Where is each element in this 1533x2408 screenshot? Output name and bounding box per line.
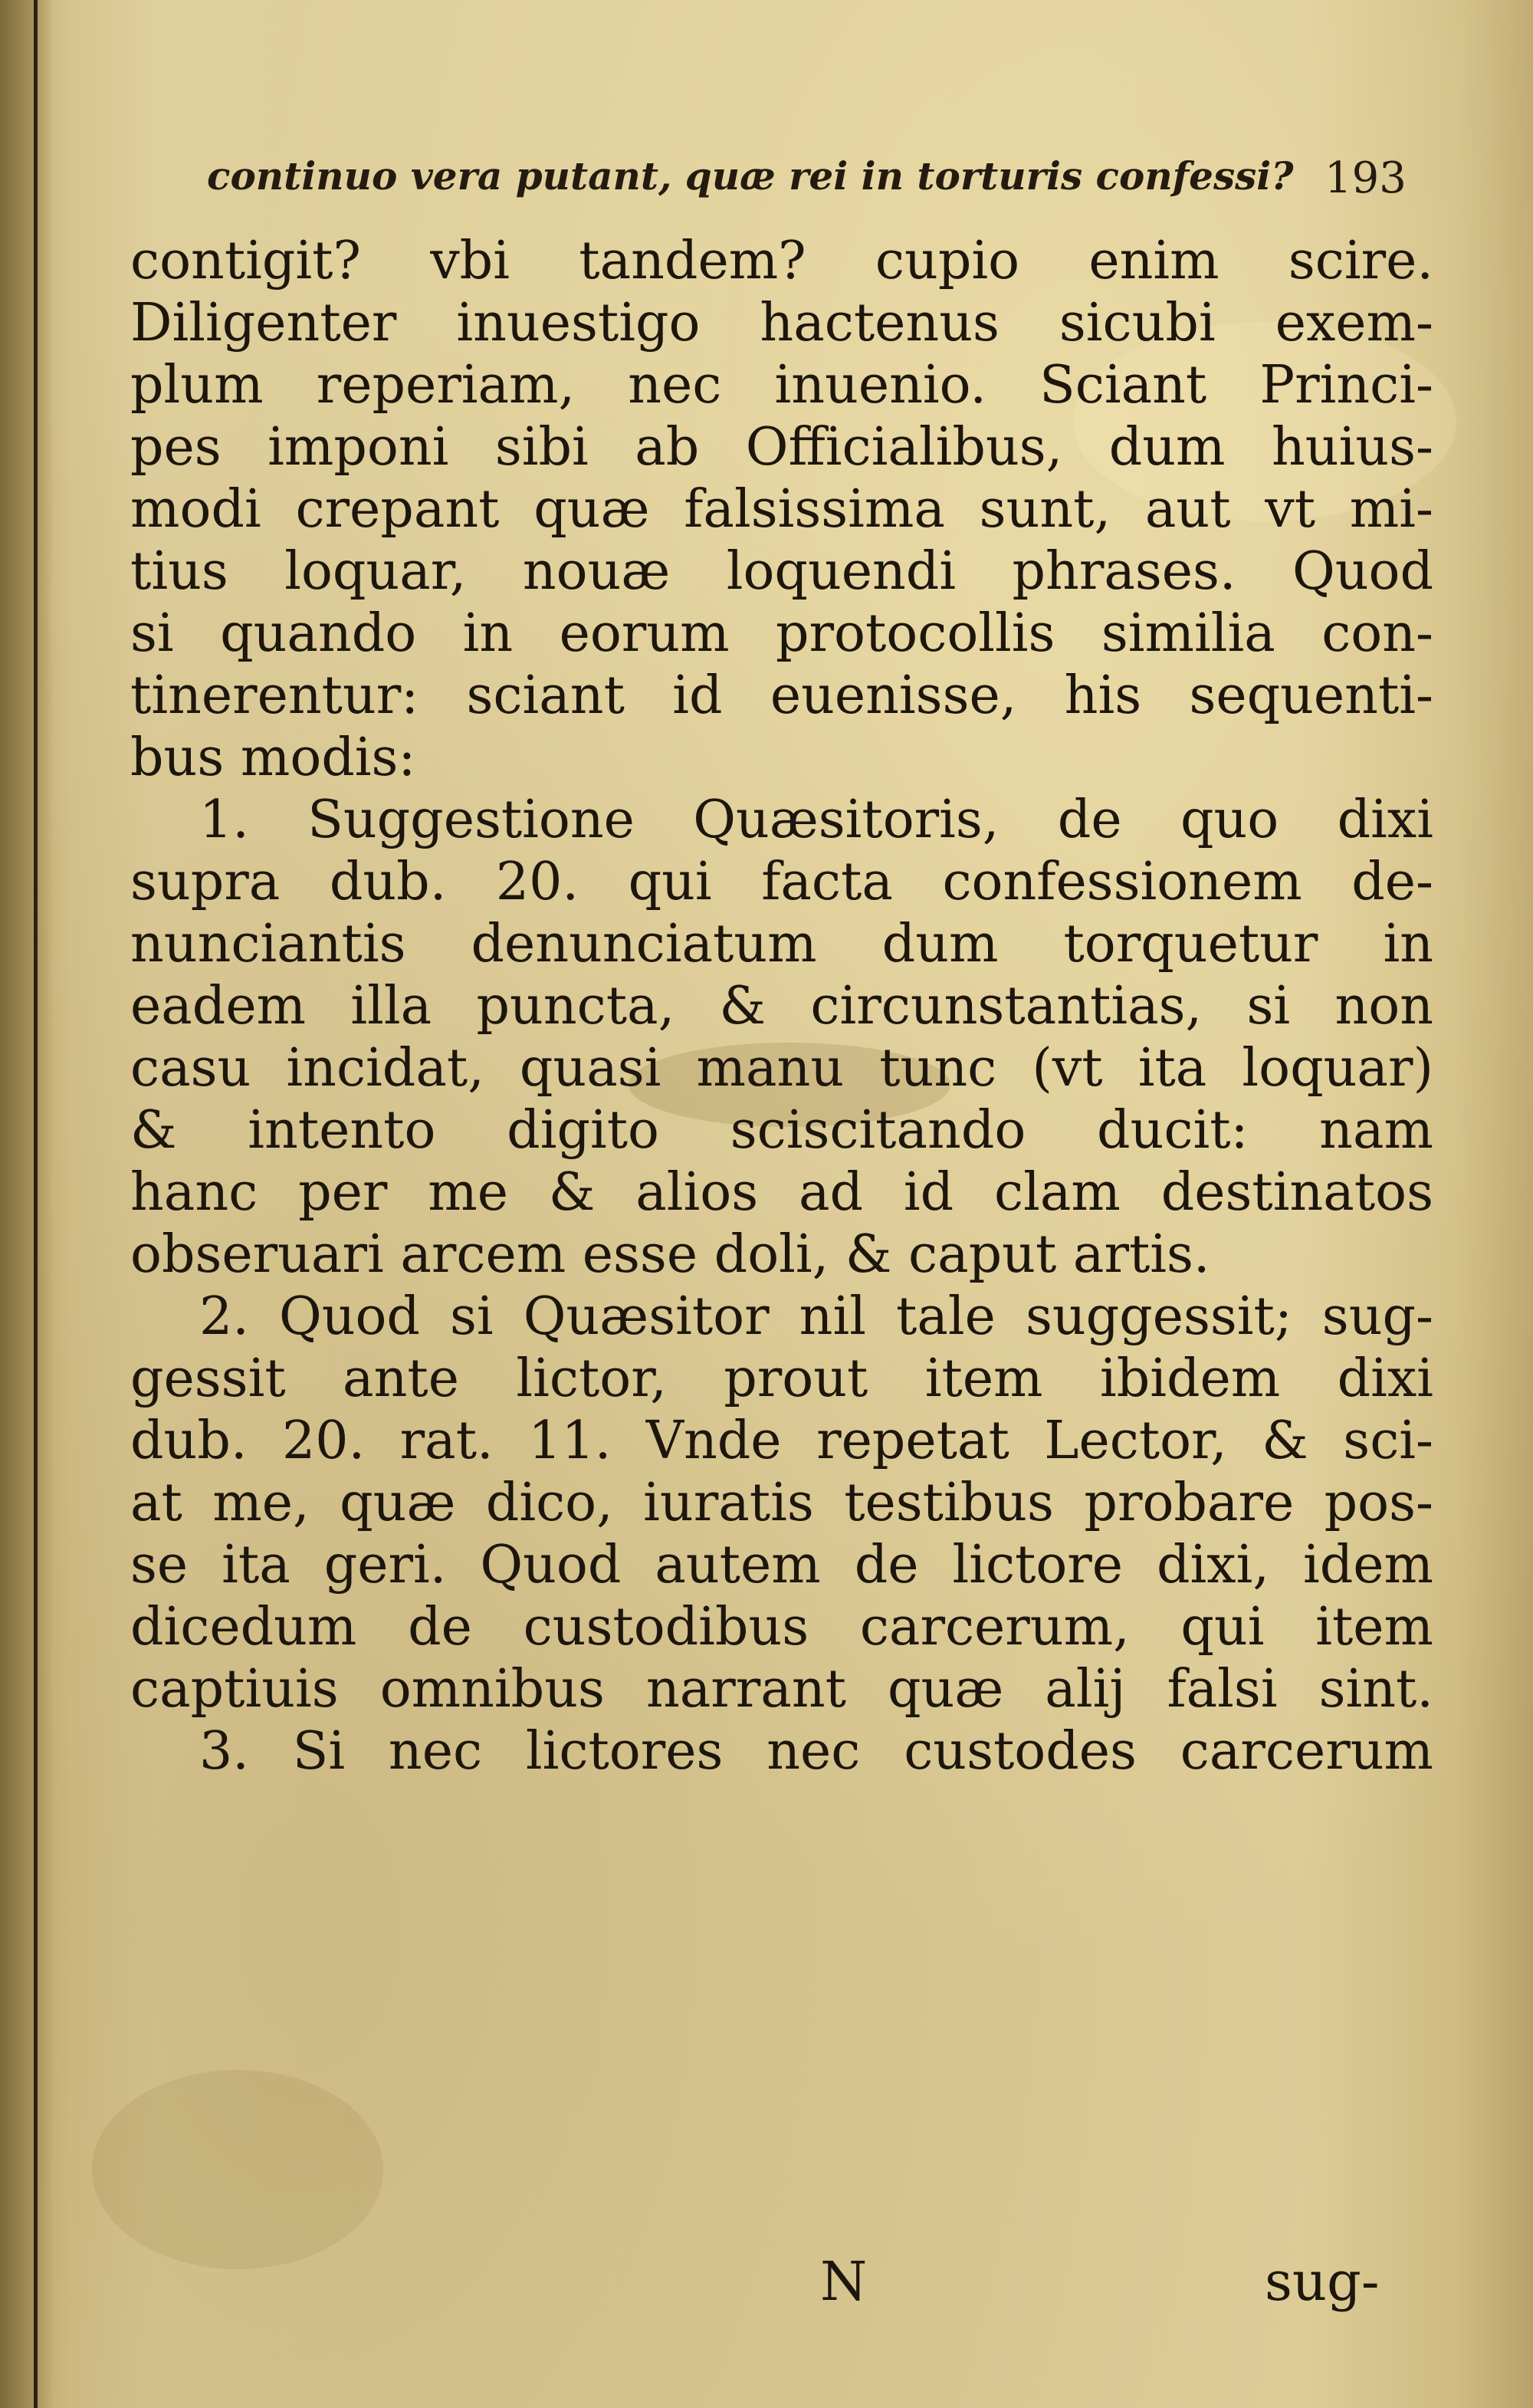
text-line: Diligenter inuestigo hactenus sicubi exem- <box>130 293 1433 353</box>
text-line: dicedum de custodibus carcerum, qui item <box>130 1597 1433 1657</box>
page-number: 193 <box>1325 153 1407 203</box>
text-line: & intento digito sciscitando ducit: nam <box>130 1100 1433 1161</box>
text-line: obseruari arcem esse doli, & caput artis. <box>130 1224 1210 1285</box>
text-line: bus modis: <box>130 728 416 788</box>
text-line: plum reperiam, nec inuenio. Sciant Princi- <box>130 355 1433 416</box>
catchword: sug- <box>1265 2250 1380 2313</box>
signature-mark: N <box>820 2250 868 2313</box>
text-line: hanc per me & alios ad id clam destinatos <box>130 1162 1433 1223</box>
text-line: pes imponi sibi ab Officialibus, dum huius- <box>130 417 1433 478</box>
text-line: supra dub. 20. qui facta confessionem de- <box>130 852 1433 912</box>
text-line: tinerentur: sciant id euenisse, his sequenti- <box>130 665 1433 726</box>
text-line: se ita geri. Quod autem de lictore dixi, idem <box>130 1535 1433 1595</box>
body-text <box>130 230 1433 1782</box>
text-line: eadem illa puncta, & circunstantias, si non <box>130 976 1433 1036</box>
text-line: modi crepant quæ falsissima sunt, aut vt mi- <box>130 479 1433 540</box>
text-line: 3. Si nec lictores nec custodes carcerum <box>199 1721 1433 1782</box>
text-line: si quando in eorum protocollis similia con- <box>130 603 1433 664</box>
text-line: dub. 20. rat. 11. Vnde repetat Lector, & sci- <box>130 1411 1433 1471</box>
text-line: tius loquar, nouæ loquendi phrases. Quod <box>130 541 1433 602</box>
text-line: contigit? vbi tandem? cupio enim scire. <box>130 231 1433 291</box>
text-line: nunciantis denunciatum dum torquetur in <box>130 914 1433 974</box>
text-line: gessit ante lictor, prout item ibidem dixi <box>130 1349 1433 1409</box>
paper-stain <box>92 2070 383 2269</box>
text-line: captiuis omnibus narrant quæ alij falsi sint. <box>130 1659 1433 1720</box>
page-gutter <box>0 0 54 2408</box>
binding-edge <box>34 0 38 2408</box>
running-head: continuo vera putant, quæ rei in torturis confessi? <box>207 153 1294 199</box>
text-line: 1. Suggestione Quæsitoris, de quo dixi <box>199 790 1433 850</box>
text-line: at me, quæ dico, iuratis testibus probare pos- <box>130 1473 1433 1533</box>
text-line: 2. Quod si Quæsitor nil tale suggessit; sug- <box>199 1286 1433 1347</box>
text-line: casu incidat, quasi manu tunc (vt ita loquar) <box>130 1038 1433 1099</box>
